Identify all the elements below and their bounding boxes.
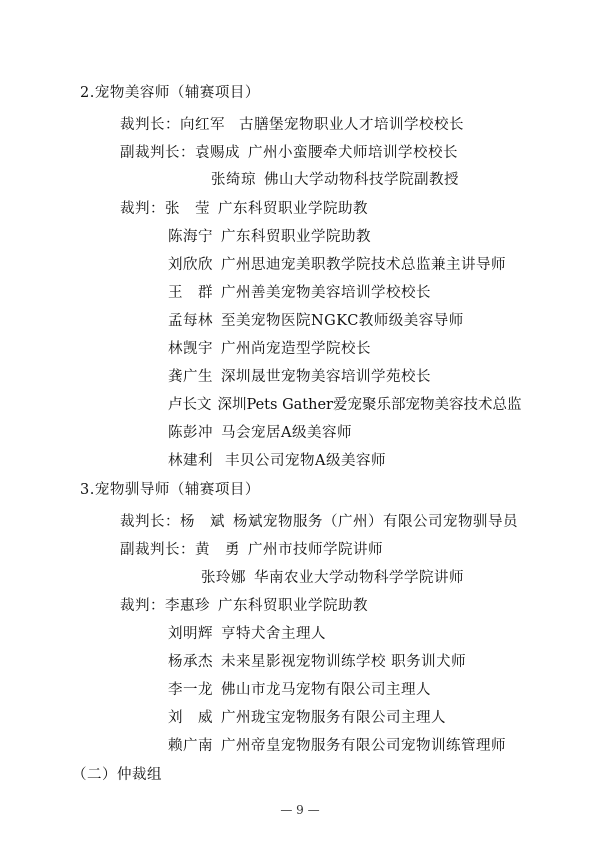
judges-label: 裁判： [120, 598, 165, 614]
judge-line [120, 199, 368, 219]
judge-name: 林觊宇 [168, 341, 213, 357]
deputy-judge-name: 张绮琼 [211, 172, 256, 188]
deputy-judge-name: 黄 勇 [195, 542, 240, 558]
deputy-judge-affiliation: 华南农业大学动物科学学院讲师 [254, 570, 464, 586]
subheading: （二）仲裁组 [72, 767, 162, 783]
page-number: — 9 — [280, 803, 320, 817]
deputy-judge-line [211, 170, 459, 190]
judge-affiliation: 广州珑宝宠物服务有限公司主理人 [221, 710, 446, 726]
judge-name: 赖广南 [168, 738, 213, 754]
chief-judge-affiliation: 杨斌宠物服务（广州）有限公司宠物驯导员 [233, 514, 518, 530]
judge-line [168, 624, 326, 644]
deputy-judge-label: 副裁判长： [120, 542, 195, 558]
judge-name: 张 莹 [165, 201, 210, 217]
chief-judge-affiliation: 古膳堡宠物职业人才培训学校校长 [239, 117, 464, 133]
section-title: 2.宠物美容师（辅赛项目） [80, 85, 260, 101]
judge-name: 孟每林 [168, 313, 213, 329]
section-title: 3.宠物驯导师（辅赛项目） [80, 482, 260, 498]
judge-affiliation: 丰贝公司宠物A级美容师 [225, 453, 386, 469]
judge-line [168, 708, 446, 728]
deputy-judge-name: 张玲娜 [201, 570, 246, 586]
judge-affiliation: 未来星影视宠物训练学校 职务训犬师 [221, 654, 467, 670]
judge-line [168, 423, 352, 443]
judge-name: 陈海宁 [168, 229, 213, 245]
judge-line [168, 395, 521, 415]
judge-affiliation: 亨特犬舍主理人 [221, 626, 326, 642]
judge-line [168, 311, 464, 331]
judge-name: 龚广生 [168, 369, 213, 385]
judge-name: 卢长文 [168, 397, 212, 413]
judge-line [120, 596, 368, 616]
judge-line [168, 283, 431, 303]
judge-line [168, 255, 506, 275]
judge-name: 王 群 [168, 285, 213, 301]
judge-name: 李惠珍 [165, 598, 210, 614]
judge-affiliation: 广州善美宠物美容培训学校校长 [221, 285, 431, 301]
deputy-judge-line [120, 540, 383, 560]
deputy-judge-name: 袁赐成 [195, 145, 240, 161]
chief-judge-label: 裁判长： [120, 514, 180, 530]
chief-judge-line [120, 115, 464, 135]
chief-judge-name: 杨 斌 [180, 514, 225, 530]
deputy-judge-line [201, 568, 464, 588]
judges-label: 裁判： [120, 201, 165, 217]
judge-affiliation: 至美宠物医院NGKC教师级美容导师 [221, 313, 464, 329]
judge-name: 李一龙 [168, 682, 213, 698]
judge-affiliation: 广东科贸职业学院助教 [218, 598, 368, 614]
judge-line [168, 339, 371, 359]
deputy-judge-label: 副裁判长： [120, 145, 195, 161]
judge-name: 刘 威 [168, 710, 213, 726]
judge-line [168, 736, 506, 756]
judge-line [168, 680, 431, 700]
judge-affiliation: 佛山市龙马宠物有限公司主理人 [221, 682, 431, 698]
deputy-judge-affiliation: 广州小蛮腰牵犬师培训学校校长 [248, 145, 458, 161]
judge-name: 刘明辉 [168, 626, 213, 642]
judge-affiliation: 马会宠居A级美容师 [221, 425, 352, 441]
judge-line [168, 652, 466, 672]
judge-affiliation: 深圳晟世宠物美容培训学苑校长 [221, 369, 431, 385]
judge-line [168, 227, 371, 247]
judge-name: 陈彭冲 [168, 425, 213, 441]
judge-name: 刘欣欣 [168, 257, 213, 273]
deputy-judge-affiliation: 广州市技师学院讲师 [248, 542, 383, 558]
judge-affiliation: 深圳Pets Gather爱宠聚乐部宠物美容技术总监 [217, 397, 522, 413]
judge-affiliation: 广州尚宠造型学院校长 [221, 341, 371, 357]
judge-line [168, 451, 386, 471]
judge-affiliation: 广州帝皇宠物服务有限公司宠物训练管理师 [221, 738, 506, 754]
deputy-judge-affiliation: 佛山大学动物科技学院副教授 [264, 172, 459, 188]
chief-judge-line [120, 512, 518, 532]
judge-affiliation: 广东科贸职业学院助教 [221, 229, 371, 245]
judge-name: 林建利 [168, 453, 213, 469]
judge-affiliation: 广州思迪宠美职教学院技术总监兼主讲导师 [221, 257, 506, 273]
judge-line [168, 367, 431, 387]
chief-judge-name: 向红军 [180, 117, 225, 133]
deputy-judge-line [120, 143, 458, 163]
judge-name: 杨承杰 [168, 654, 213, 670]
judge-affiliation: 广东科贸职业学院助教 [218, 201, 368, 217]
chief-judge-label: 裁判长： [120, 117, 180, 133]
